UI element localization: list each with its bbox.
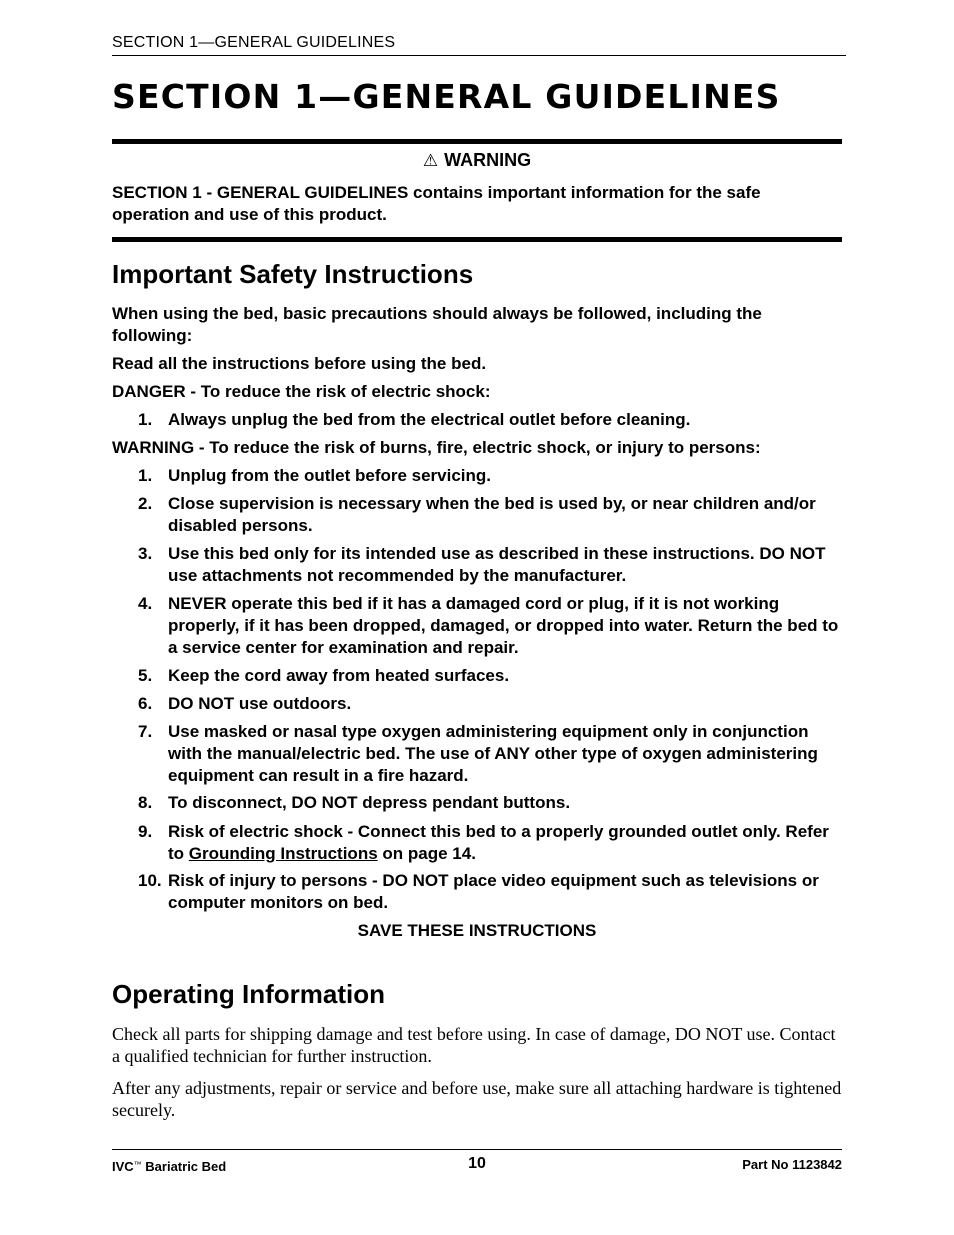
footer-product-name: Bariatric Bed [141, 1159, 227, 1174]
list-number: 1. [138, 466, 153, 485]
safety-heading: Important Safety Instructions [112, 259, 474, 289]
list-number: 8. [138, 793, 153, 812]
danger-label: DANGER - To reduce the risk of electric shock: [112, 382, 491, 401]
list-text: Keep the cord away from heated surfaces. [168, 666, 510, 685]
list-text: Always unplug the bed from the electrical outlet before cleaning. [168, 410, 691, 429]
list-number: 7. [138, 722, 153, 741]
list-text: NEVER operate this bed if it has a damaged cord or plug, if it is not working properly, if it has been dropped, damaged, or dropped into water. Return the bed to a service center for examination and repair. [168, 594, 839, 657]
warning-triangle-icon: ⚠ [422, 151, 439, 171]
item-text-after-link: on page 14. [377, 844, 476, 863]
list-number: 2. [138, 494, 153, 513]
list-text: Use masked or nasal type oxygen administering equipment only in conjunction with the manual/electric bed. The use of ANY other type of oxygen administering equipment can result in a fire hazard. [168, 722, 818, 785]
list-number: 3. [138, 544, 153, 563]
grounding-instructions-link[interactable]: Grounding Instructions [188, 844, 378, 863]
safety-intro: When using the bed, basic precautions should always be followed, including the following: [112, 304, 762, 345]
warning-label: WARNING [444, 150, 532, 170]
warning-rule-bottom [112, 237, 842, 242]
list-text: To disconnect, DO NOT depress pendant buttons. [168, 793, 571, 812]
list-number: 1. [138, 410, 153, 429]
running-header: SECTION 1—GENERAL GUIDELINES [112, 34, 396, 51]
footer-product [112, 1157, 226, 1175]
read-all-instructions: Read all the instructions before using the bed. [112, 354, 487, 373]
list-number: 10. [138, 871, 162, 890]
operating-heading: Operating Information [112, 979, 385, 1009]
warning-body-lead: SECTION 1 - GENERAL GUIDELINES [112, 183, 409, 202]
page-title: SECTION 1—GENERAL GUIDELINES [112, 77, 781, 116]
list-text: DO NOT use outdoors. [168, 694, 352, 713]
warning-body [112, 182, 842, 226]
trademark-symbol: ™ [133, 1160, 142, 1169]
list-number: 9. [138, 822, 153, 841]
list-number: 5. [138, 666, 153, 685]
list-text: Unplug from the outlet before servicing. [168, 466, 492, 485]
list-text [168, 821, 842, 865]
header-divider [112, 55, 846, 56]
operating-paragraph-1: Check all parts for shipping damage and test before using. In case of damage, DO NOT use. Contact a qualified technician for further instruction. [112, 1024, 836, 1066]
part-number: Part No 1123842 [742, 1157, 842, 1172]
warning-rule-top [112, 139, 842, 144]
operating-paragraph-2: After any adjustments, repair or service and before use, make sure all attaching hardware is tightened securely. [112, 1078, 842, 1120]
list-number: 6. [138, 694, 153, 713]
footer-divider [112, 1149, 842, 1150]
warning-body-text: contains important information for the safe operation and use of this product. [112, 183, 761, 224]
list-text: Risk of injury to persons - DO NOT place video equipment such as televisions or computer monitors on bed. [168, 871, 819, 912]
warning-heading [112, 149, 842, 172]
list-text: Use this bed only for its intended use as described in these instructions. DO NOT use attachments not recommended by the manufacturer. [168, 544, 826, 585]
save-instructions: SAVE THESE INSTRUCTIONS [357, 921, 597, 940]
footer-brand: IVC [112, 1159, 134, 1174]
list-text: Close supervision is necessary when the bed is used by, or near children and/or disabled persons. [168, 494, 816, 535]
item-text-before-link: Risk of electric shock - Connect this bed to a properly grounded outlet only. Refer to [168, 822, 829, 863]
warning-label-safety: WARNING - To reduce the risk of burns, fire, electric shock, or injury to persons: [112, 438, 761, 457]
page-number: 10 [468, 1155, 486, 1172]
list-number: 4. [138, 594, 153, 613]
